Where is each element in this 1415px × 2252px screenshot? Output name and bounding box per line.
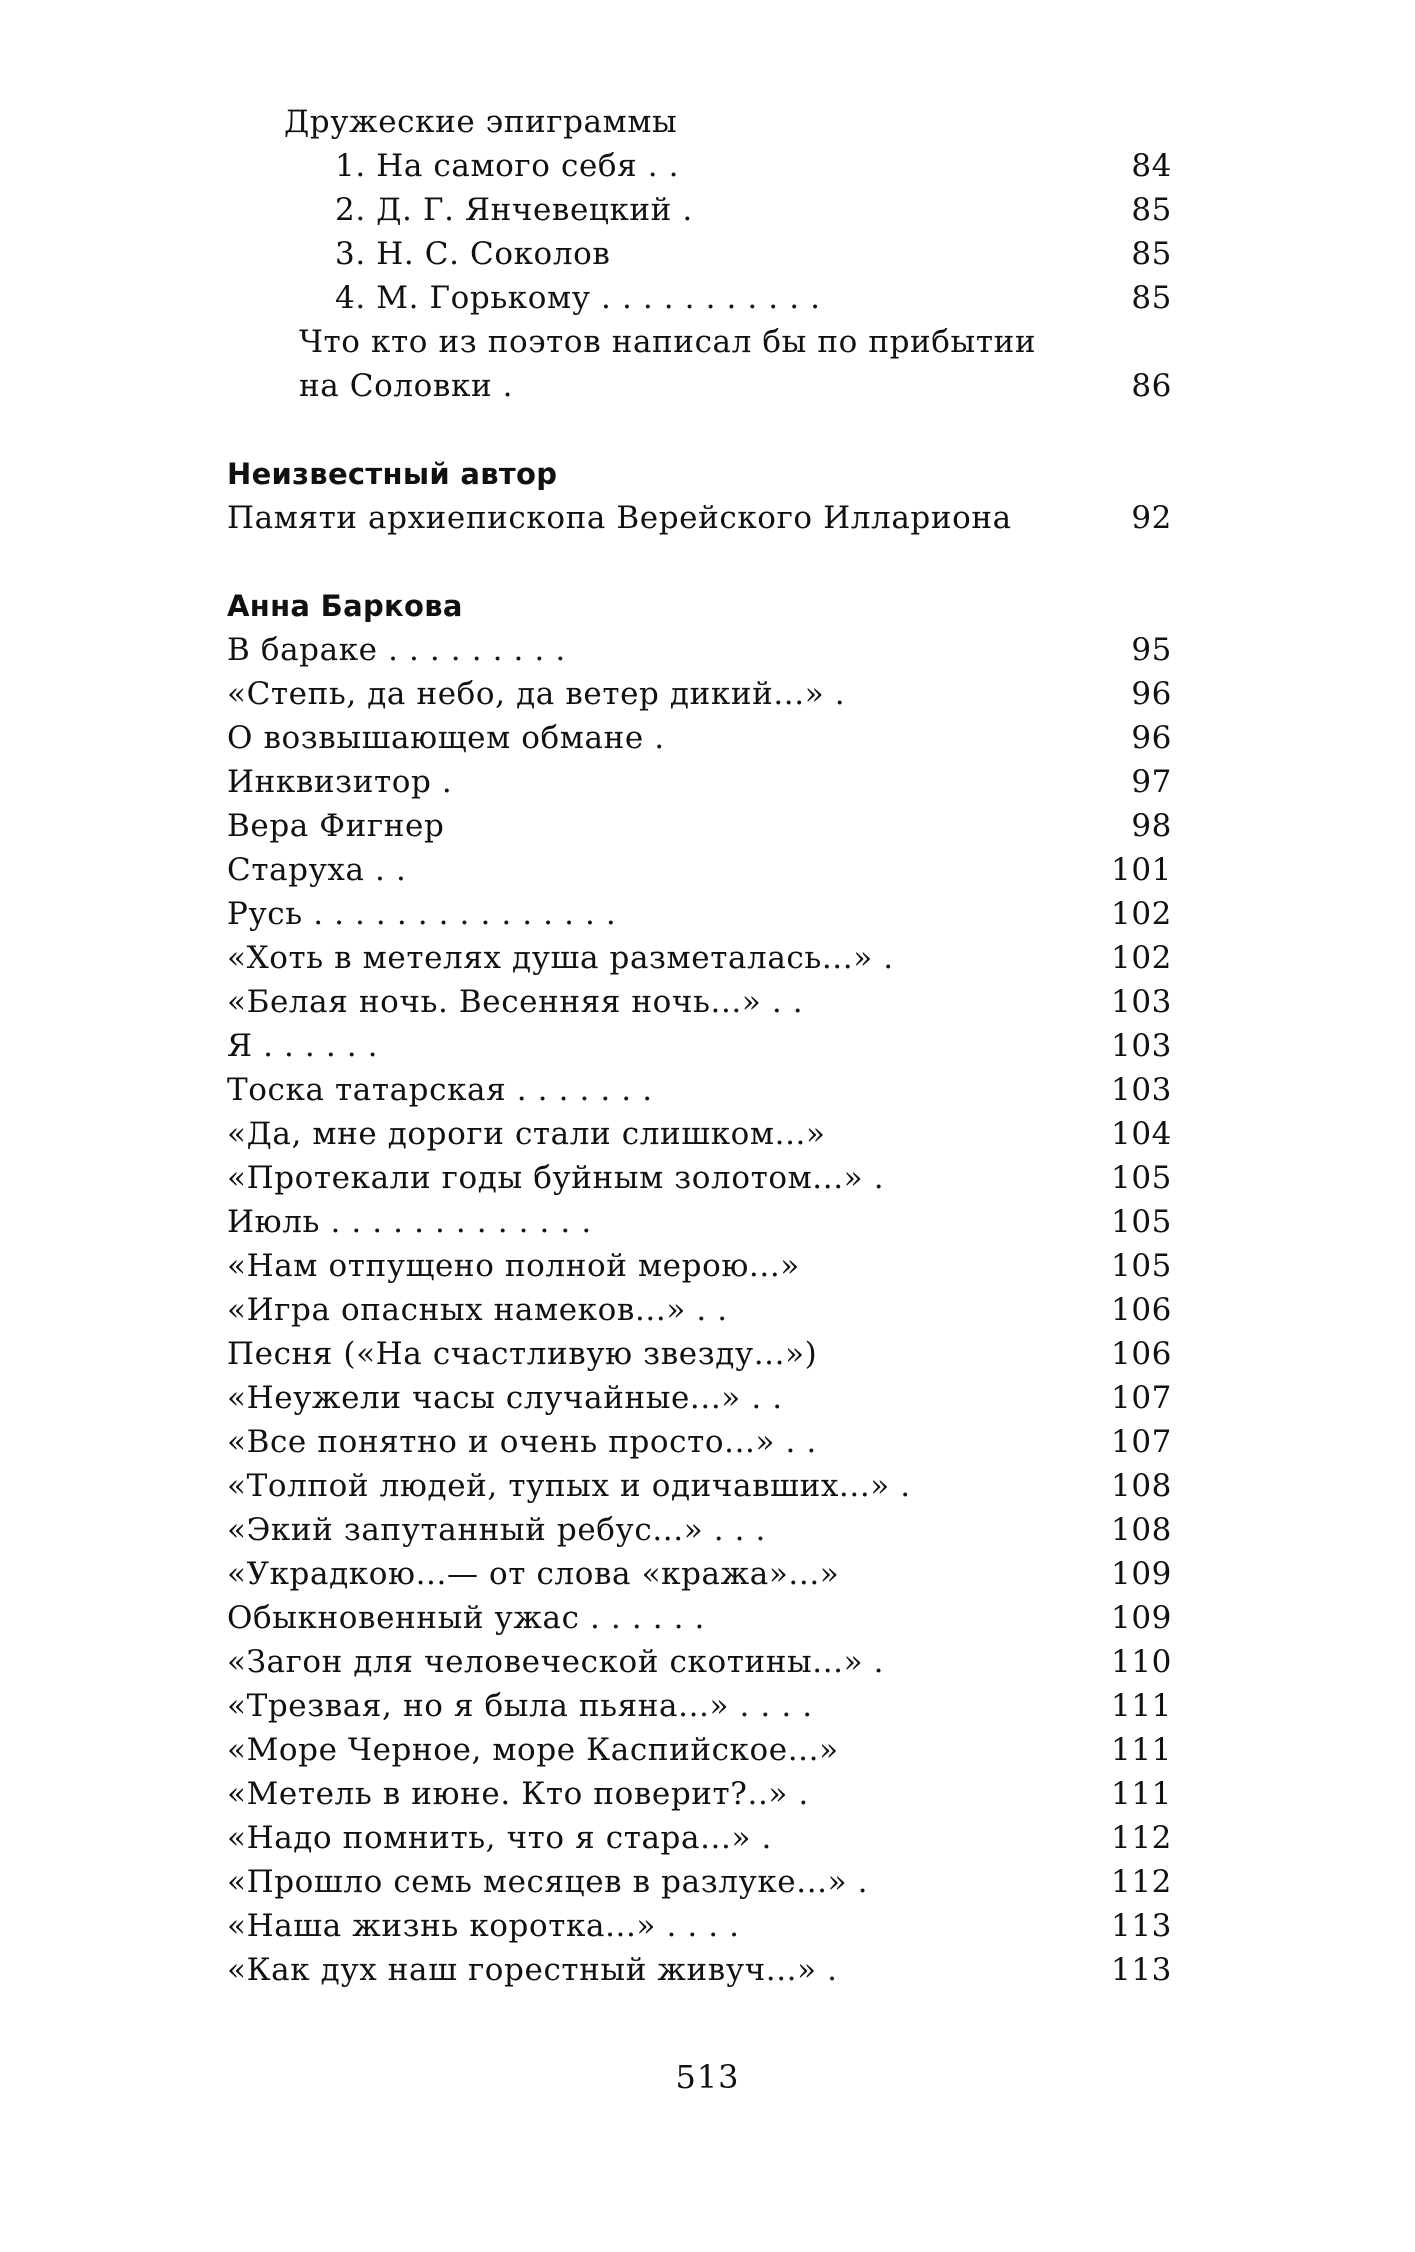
toc-entry — [227, 320, 1172, 364]
toc-entry-page: 112 — [1111, 1820, 1172, 1856]
toc-entry — [227, 1420, 1172, 1464]
section-gap — [227, 408, 1172, 452]
toc-entry-title: «Игра опасных намеков...» . . — [227, 1292, 728, 1328]
toc-entry — [227, 1200, 1172, 1244]
toc-entry-page: 108 — [1111, 1512, 1172, 1548]
toc-entry — [227, 1244, 1172, 1288]
toc-entry-title: «Неужели часы случайные...» . . — [227, 1380, 783, 1416]
toc-entry — [227, 1288, 1172, 1332]
toc-entry-title: Июль . . . . . . . . . . . . . — [227, 1204, 592, 1240]
toc-entry-title: «Трезвая, но я была пьяна...» . . . . — [227, 1688, 813, 1724]
toc-entry-title: В бараке . . . . . . . . . — [227, 632, 566, 668]
toc-entry-title: О возвышающем обмане . — [227, 720, 665, 756]
toc-entry-page: 112 — [1111, 1864, 1172, 1900]
section-gap — [227, 540, 1172, 584]
toc-entry — [227, 848, 1172, 892]
toc-entry-page: 113 — [1111, 1908, 1172, 1944]
toc-entry — [227, 936, 1172, 980]
toc-entry-page: 104 — [1111, 1116, 1172, 1152]
toc-entry — [227, 716, 1172, 760]
toc-entry — [227, 1860, 1172, 1904]
toc-entry-page: 106 — [1111, 1292, 1172, 1328]
toc-entry-page: 84 — [1131, 148, 1172, 184]
toc-entry-page: 109 — [1111, 1600, 1172, 1636]
toc-entry-title: «Нам отпущено полной мерою...» — [227, 1248, 800, 1284]
toc-entry — [227, 1156, 1172, 1200]
toc-entry-page: 92 — [1131, 500, 1172, 536]
toc-entry-title: Инквизитор . — [227, 764, 453, 800]
toc-entry-title: «Украдкою...— от слова «кража»...» — [227, 1556, 840, 1592]
toc-entry-title: «Протекали годы буйным золотом...» . — [227, 1160, 885, 1196]
toc-entry — [227, 628, 1172, 672]
toc-entry — [227, 1024, 1172, 1068]
toc-entry — [227, 980, 1172, 1024]
toc-entry-title: «Белая ночь. Весенняя ночь...» . . — [227, 984, 804, 1020]
toc-entry-title: 1. На самого себя . . — [335, 148, 680, 184]
toc-entry — [227, 1728, 1172, 1772]
toc-entry-page: 103 — [1111, 1028, 1172, 1064]
toc-entry-page: 97 — [1131, 764, 1172, 800]
toc-entry-page: 106 — [1111, 1336, 1172, 1372]
toc-entry-page: 103 — [1111, 984, 1172, 1020]
page-number: 513 — [675, 2058, 740, 2096]
toc-entry — [227, 760, 1172, 804]
toc-entry — [227, 1332, 1172, 1376]
toc-entry-title: «Степь, да небо, да ветер дикий...» . — [227, 676, 846, 712]
toc-entry-page: 105 — [1111, 1204, 1172, 1240]
toc-entry — [227, 1816, 1172, 1860]
toc-entry — [227, 1948, 1172, 1992]
toc-entry-page: 108 — [1111, 1468, 1172, 1504]
toc-entry-page: 86 — [1131, 368, 1172, 404]
toc-entry-title: «Хоть в метелях душа разметалась...» . — [227, 940, 894, 976]
toc-entry-page: 95 — [1131, 632, 1172, 668]
toc-entry-page: 85 — [1131, 192, 1172, 228]
toc-entry — [227, 1596, 1172, 1640]
toc-entry — [227, 1904, 1172, 1948]
toc-entry — [227, 1684, 1172, 1728]
toc-entry-page: 107 — [1111, 1380, 1172, 1416]
toc-entry-page: 109 — [1111, 1556, 1172, 1592]
toc-entry-title: «Метель в июне. Кто поверит?..» . — [227, 1776, 809, 1812]
toc-entry — [227, 1552, 1172, 1596]
toc-entry-title: «Море Черное, море Каспийское...» — [227, 1732, 839, 1768]
table-of-contents — [227, 100, 1172, 1992]
toc-entry — [227, 1640, 1172, 1684]
toc-entry-title: Тоска татарская . . . . . . . — [227, 1072, 653, 1108]
toc-entry — [227, 672, 1172, 716]
toc-entry-title: Памяти архиепископа Верейского Иллариона — [227, 500, 1012, 536]
toc-entry — [227, 188, 1172, 232]
toc-entry — [227, 496, 1172, 540]
toc-entry — [227, 1508, 1172, 1552]
toc-entry — [227, 804, 1172, 848]
toc-entry-title: «Все понятно и очень просто...» . . — [227, 1424, 817, 1460]
toc-entry-title: Русь . . . . . . . . . . . . . . . — [227, 896, 617, 932]
toc-entry-page: 101 — [1111, 852, 1172, 888]
toc-entry-title: «Да, мне дороги стали слишком...» — [227, 1116, 826, 1152]
toc-entry — [227, 232, 1172, 276]
toc-entry-page: 105 — [1111, 1248, 1172, 1284]
toc-entry-page: 96 — [1131, 720, 1172, 756]
toc-entry-page: 111 — [1111, 1688, 1172, 1724]
toc-entry-page: 111 — [1111, 1776, 1172, 1812]
toc-entry-page: 96 — [1131, 676, 1172, 712]
toc-entry-title: Дружеские эпиграммы — [284, 104, 678, 140]
toc-entry-title: Песня («На счастливую звезду...») — [227, 1336, 818, 1372]
toc-entry-page: 85 — [1131, 280, 1172, 316]
toc-entry-page: 110 — [1111, 1644, 1172, 1680]
toc-entry-title: Вера Фигнер — [227, 808, 445, 844]
toc-entry — [227, 144, 1172, 188]
toc-entry — [227, 1068, 1172, 1112]
toc-entry-page: 85 — [1131, 236, 1172, 272]
toc-entry — [227, 1112, 1172, 1156]
toc-entry-title: «Наша жизнь коротка...» . . . . — [227, 1908, 740, 1944]
toc-entry — [227, 1772, 1172, 1816]
toc-entry-title: «Прошло семь месяцев в разлуке...» . — [227, 1864, 869, 1900]
toc-entry — [227, 100, 1172, 144]
toc-entry-title: Что кто из поэтов написал бы по прибытии — [299, 324, 1037, 360]
toc-entry-title: 2. Д. Г. Янчевецкий . — [335, 192, 693, 228]
toc-entry-page: 98 — [1131, 808, 1172, 844]
author-heading: Неизвестный автор — [227, 457, 558, 491]
toc-entry-page: 107 — [1111, 1424, 1172, 1460]
toc-entry-page: 105 — [1111, 1160, 1172, 1196]
toc-entry-page: 102 — [1111, 940, 1172, 976]
toc-entry-title: «Надо помнить, что я стара...» . — [227, 1820, 772, 1856]
toc-entry-title: 4. М. Горькому . . . . . . . . . . . — [335, 280, 821, 316]
toc-entry-page: 113 — [1111, 1952, 1172, 1988]
author-heading: Анна Баркова — [227, 589, 463, 623]
toc-entry-title: «Экий запутанный ребус...» . . . — [227, 1512, 766, 1548]
toc-entry-title: «Толпой людей, тупых и одичавших...» . — [227, 1468, 911, 1504]
toc-entry-title: Старуха . . — [227, 852, 407, 888]
toc-entry-page: 102 — [1111, 896, 1172, 932]
toc-entry-title: Я . . . . . . — [227, 1028, 379, 1064]
toc-entry — [227, 276, 1172, 320]
toc-entry-page: 111 — [1111, 1732, 1172, 1768]
toc-entry-title: «Как дух наш горестный живуч...» . — [227, 1952, 838, 1988]
toc-entry-title: на Соловки . — [299, 368, 514, 404]
toc-entry — [227, 364, 1172, 408]
toc-entry — [227, 1376, 1172, 1420]
toc-entry-title: «Загон для человеческой скотины...» . — [227, 1644, 885, 1680]
toc-entry-title: Обыкновенный ужас . . . . . . — [227, 1600, 706, 1636]
toc-entry — [227, 892, 1172, 936]
toc-entry-title: 3. Н. С. Соколов — [335, 236, 611, 272]
toc-entry-page: 103 — [1111, 1072, 1172, 1108]
toc-entry — [227, 1464, 1172, 1508]
